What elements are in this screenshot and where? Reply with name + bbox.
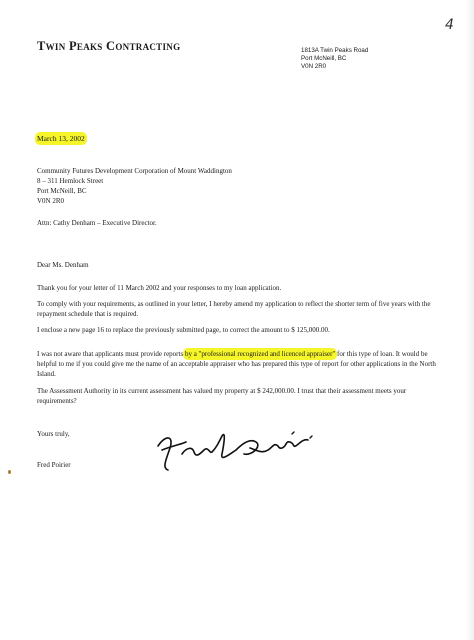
company-name: Twin Peaks Contracting (37, 39, 181, 53)
attention-line: Attn: Cathy Denham – Executive Director. (37, 219, 157, 227)
date-highlight: March 13, 2002 (37, 134, 85, 143)
body-paragraph-4 (37, 349, 437, 379)
appraiser-highlight: by a "professional recognized and licenced appraiser" (184, 350, 336, 358)
signer-name: Fred Poirier (37, 461, 71, 469)
address-line: V0N 2R0 (301, 63, 327, 70)
salutation: Dear Ms. Denham (37, 261, 89, 269)
company-address (301, 47, 368, 71)
recipient-line: Port McNeill, BC (37, 187, 87, 195)
handwritten-page-number: 4 (445, 17, 454, 33)
body-paragraph-5: The Assessment Authority in its current assessment has valued my property at $ 242,000.00. I trust that their assessment meets your requirements? (37, 387, 407, 405)
scan-speck (8, 470, 11, 474)
recipient-address (37, 166, 232, 206)
address-line: Port McNeill, BC (301, 55, 347, 62)
p4-text-start: I was not aware that applicants must provide reports (37, 350, 185, 358)
closing: Yours truly, (37, 430, 70, 438)
body-paragraph-2: To comply with your requirements, as outlined in your letter, I hereby amend my application to reflect the shorter term of five years with the repayment schedule that is required. (37, 300, 431, 318)
body-paragraph-3: I enclose a new page 16 to replace the previously submitted page, to correct the amount to $ 125,000.00. (37, 326, 330, 334)
handwritten-signature (152, 424, 332, 474)
scan-edge-shadow (466, 0, 474, 640)
recipient-line: 8 – 311 Hemlock Street (37, 177, 104, 185)
address-line: 1813A Twin Peaks Road (301, 47, 369, 54)
letter-date (37, 134, 85, 143)
recipient-line: V0N 2R0 (37, 197, 65, 205)
recipient-line: Community Futures Development Corporation of Mount Waddington (37, 167, 232, 175)
p4-text-end: for this type of loan. It would be helpful to me if you could give me the name of an acceptable appraiser who has prepared this type of report for other applications in the North Island. (37, 350, 436, 378)
body-paragraph-1: Thank you for your letter of 11 March 2002 and your responses to my loan application. (37, 284, 282, 292)
